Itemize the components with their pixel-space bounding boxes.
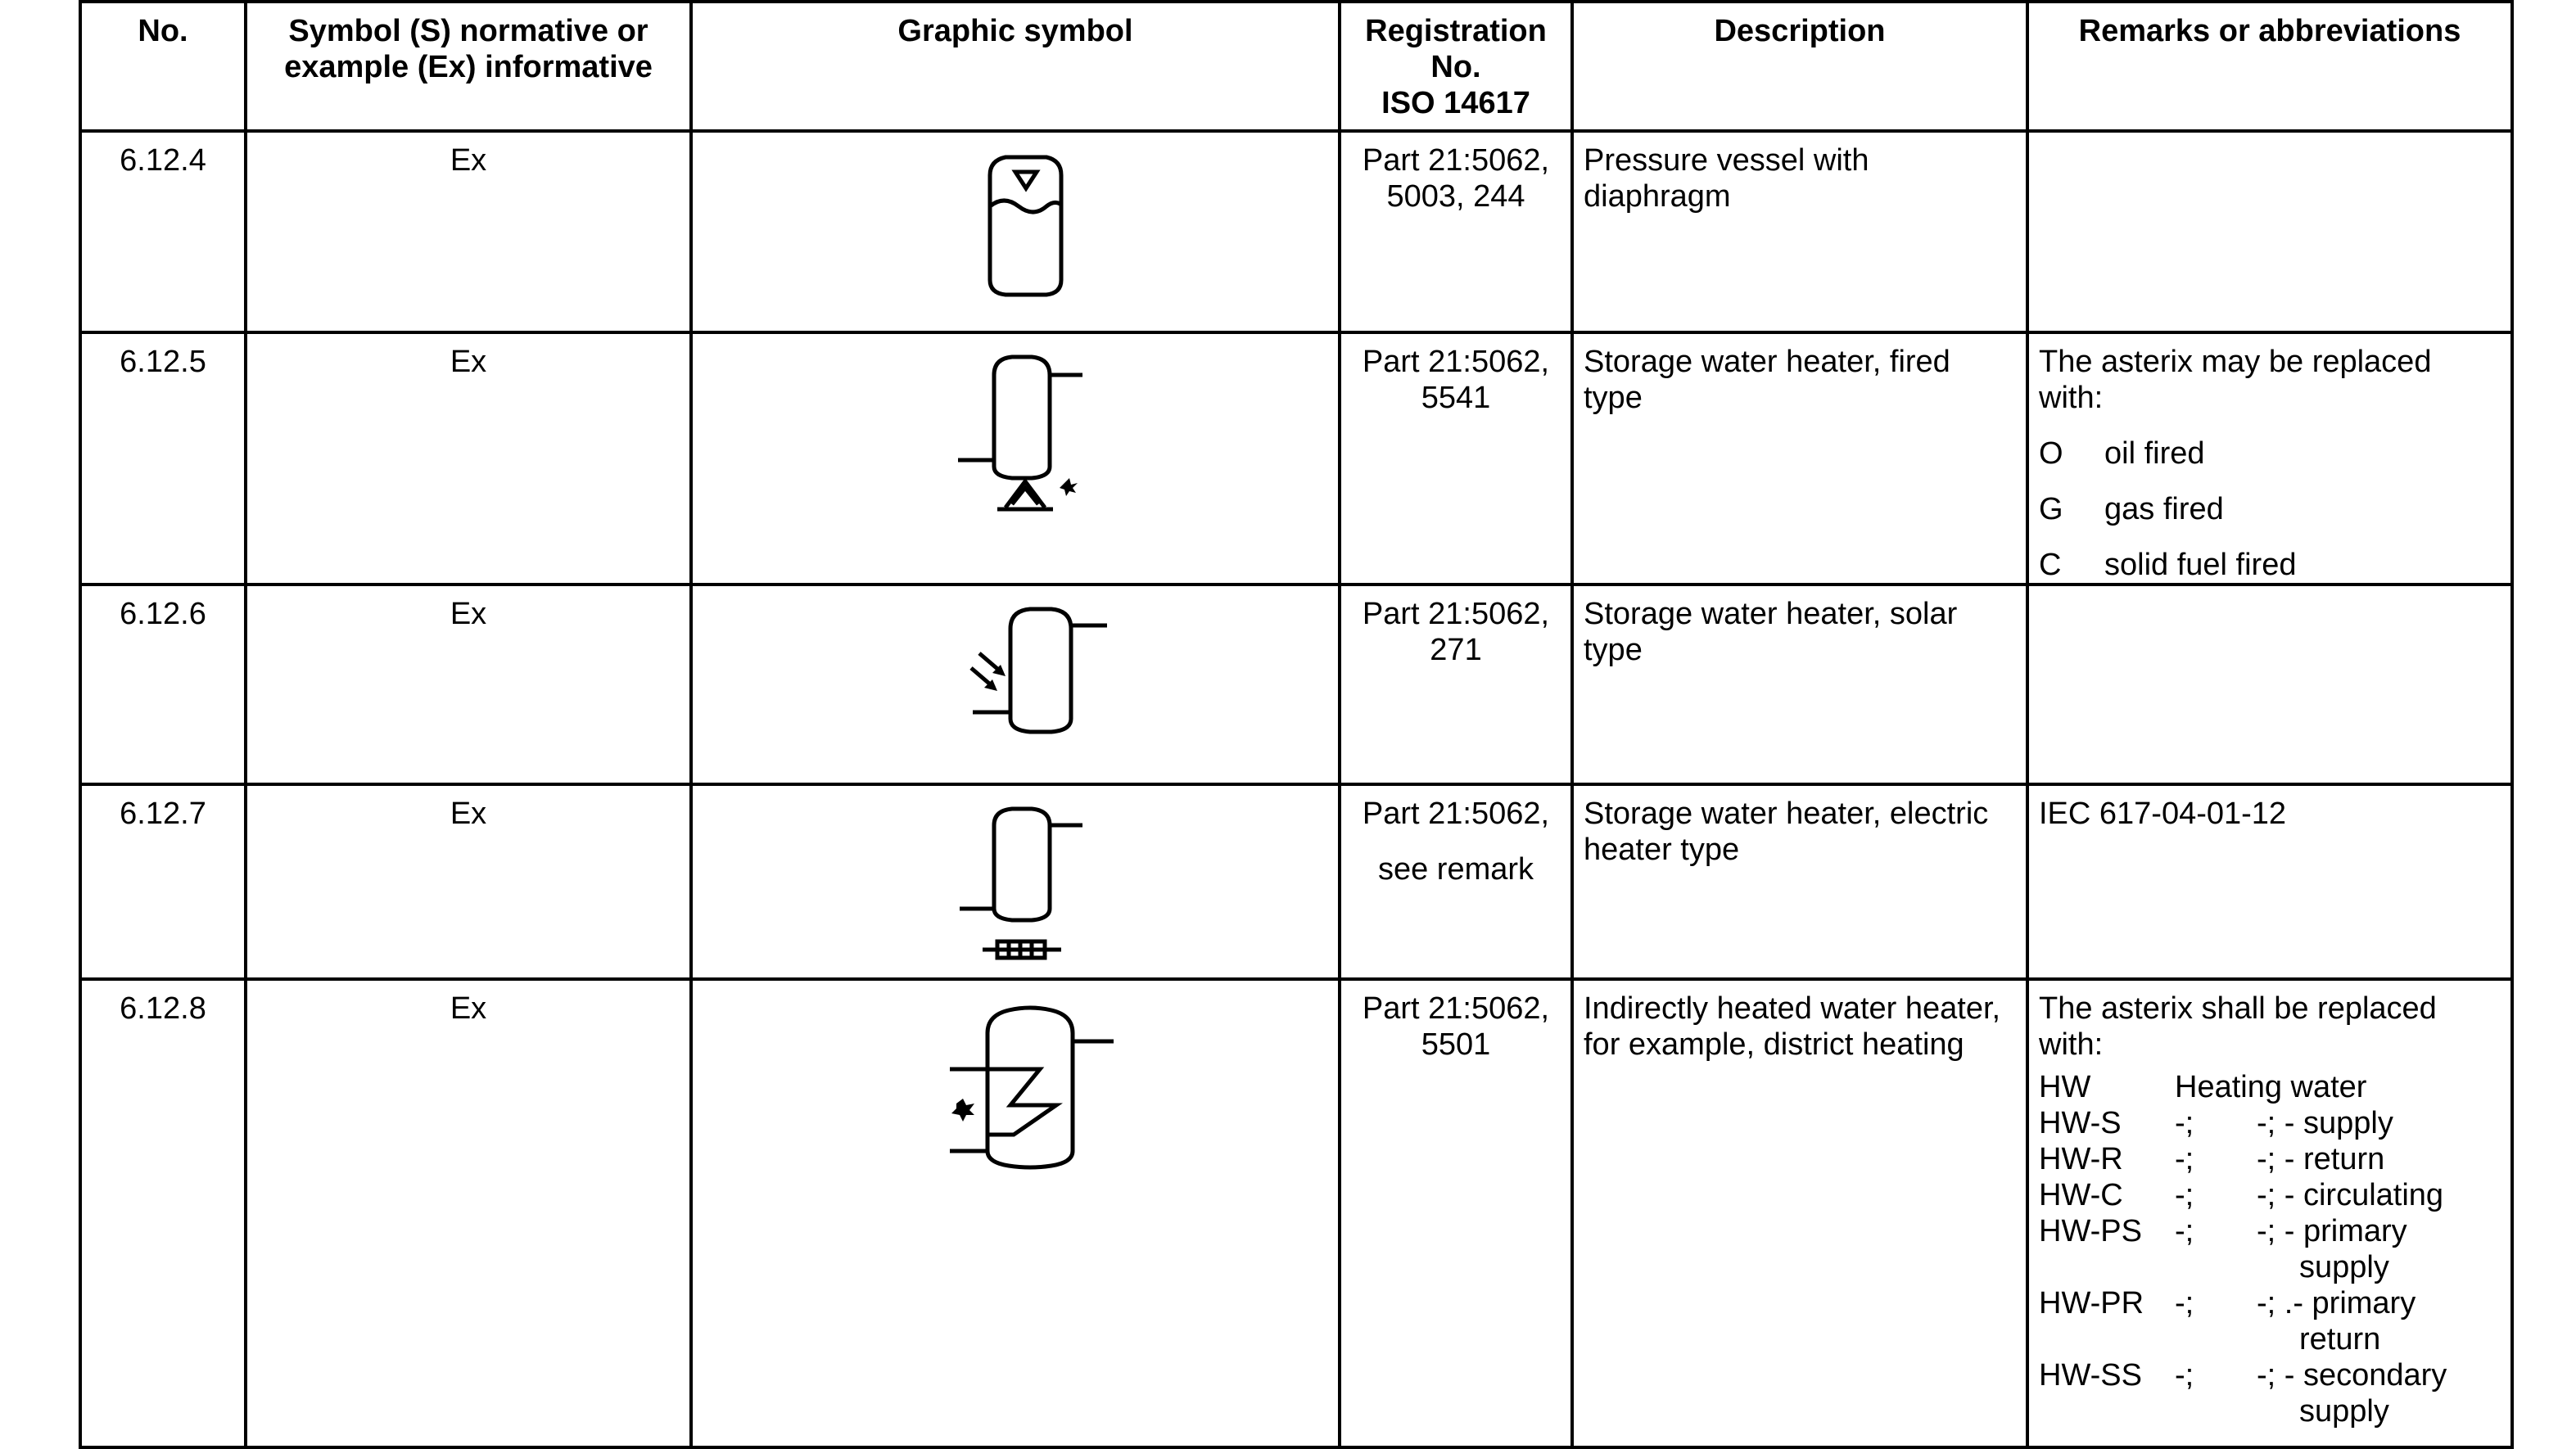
row-symbol: Ex — [246, 585, 691, 784]
table-header-row — [80, 2, 2512, 131]
storage-water-heater-fired-icon — [704, 344, 1326, 570]
table-row — [80, 131, 2512, 332]
hw-abbreviation-list — [2039, 1069, 2501, 1429]
hw-mid: -; — [2175, 1358, 2194, 1393]
remark-code: C — [2039, 548, 2062, 582]
row-graphic — [691, 585, 1340, 784]
row-symbol: Ex — [246, 784, 691, 979]
storage-water-heater-solar-icon — [704, 596, 1326, 783]
row-registration: Part 21:5062, 5541 — [1340, 332, 1572, 585]
header-no: No. — [80, 2, 246, 131]
row-registration: Part 21:5062, 5003, 244 — [1340, 131, 1572, 332]
hw-text: -; - primary — [2257, 1214, 2407, 1248]
hw-code: HW-S — [2039, 1106, 2122, 1140]
row-remarks — [2027, 131, 2512, 332]
remark-code: O — [2039, 436, 2063, 471]
row-graphic — [691, 131, 1340, 332]
table-row — [80, 979, 2512, 1447]
hw-mid: -; — [2175, 1214, 2194, 1248]
table-row — [80, 332, 2512, 585]
row-remarks: IEC 617-04-01-12 — [2027, 784, 2512, 979]
table-row — [80, 585, 2512, 784]
row-no: 6.12.7 — [80, 784, 246, 979]
hw-code: HW-PR — [2039, 1286, 2144, 1320]
row-registration — [1340, 784, 1572, 979]
header-registration — [1340, 2, 1572, 131]
row-no: 6.12.6 — [80, 585, 246, 784]
hw-code: HW-R — [2039, 1142, 2123, 1176]
hw-mid: -; — [2175, 1142, 2194, 1176]
row-remarks — [2027, 332, 2512, 585]
hw-text: -; - return — [2257, 1142, 2385, 1176]
row-symbol: Ex — [246, 979, 691, 1447]
hw-code: HW-C — [2039, 1178, 2123, 1212]
hw-mid: -; — [2175, 1106, 2194, 1140]
registration-line1: Part 21:5062, — [1362, 797, 1550, 831]
header-remarks: Remarks or abbreviations — [2027, 2, 2512, 131]
hw-text: -; - circulating — [2257, 1178, 2444, 1212]
registration-line2: see remark — [1377, 852, 1534, 887]
remark-text: oil fired — [2104, 436, 2205, 471]
header-description: Description — [1572, 2, 2027, 131]
hw-code: HW — [2039, 1070, 2091, 1104]
hw-code: HW-SS — [2039, 1358, 2142, 1393]
hw-text-cont: supply — [2299, 1250, 2389, 1284]
row-graphic — [691, 332, 1340, 585]
row-description: Storage water heater, solar type — [1572, 585, 2027, 784]
remarks-intro: The asterix shall be replaced with: — [2039, 991, 2437, 1062]
hw-text-cont: supply — [2299, 1394, 2389, 1429]
remark-code: G — [2039, 492, 2063, 526]
row-description: Indirectly heated water heater, for example, district heating — [1572, 979, 2027, 1447]
hw-mid: -; — [2175, 1286, 2194, 1320]
row-graphic — [691, 979, 1340, 1447]
header-graphic: Graphic symbol — [691, 2, 1340, 131]
hw-code: HW-PS — [2039, 1214, 2142, 1248]
row-no: 6.12.4 — [80, 131, 246, 332]
row-remarks — [2027, 979, 2512, 1447]
row-description: Storage water heater, electric heater type — [1572, 784, 2027, 979]
row-no: 6.12.8 — [80, 979, 246, 1447]
row-no: 6.12.5 — [80, 332, 246, 585]
hw-text: -; - supply — [2257, 1106, 2393, 1140]
pressure-vessel-diaphragm-icon — [704, 142, 1326, 331]
row-registration: Part 21:5062, 5501 — [1340, 979, 1572, 1447]
remarks-intro: The asterix may be replaced with: — [2039, 345, 2432, 415]
table-row — [80, 784, 2512, 979]
indirectly-heated-water-heater-icon — [704, 991, 1326, 1446]
row-symbol: Ex — [246, 332, 691, 585]
row-graphic — [691, 784, 1340, 979]
row-symbol: Ex — [246, 131, 691, 332]
hw-text: -; .- primary — [2257, 1286, 2416, 1320]
header-symbol: Symbol (S) normative or example (Ex) informative — [246, 2, 691, 131]
remark-text: gas fired — [2104, 492, 2224, 526]
storage-water-heater-electric-icon — [704, 796, 1326, 977]
header-registration-l1: Registration — [1365, 14, 1547, 48]
hw-text-cont: return — [2299, 1322, 2381, 1356]
remarks-list — [2039, 436, 2501, 583]
symbols-table — [79, 0, 2514, 1449]
hw-text: -; - secondary — [2257, 1358, 2447, 1393]
row-remarks — [2027, 585, 2512, 784]
hw-mid: -; — [2175, 1178, 2194, 1212]
remark-text: solid fuel fired — [2104, 548, 2297, 582]
row-description: Storage water heater, fired type — [1572, 332, 2027, 585]
row-description: Pressure vessel with diaphragm — [1572, 131, 2027, 332]
row-registration: Part 21:5062, 271 — [1340, 585, 1572, 784]
hw-text: Heating water — [2175, 1070, 2367, 1104]
header-registration-l2: No. — [1430, 50, 1481, 84]
header-registration-l3: ISO 14617 — [1381, 86, 1530, 120]
